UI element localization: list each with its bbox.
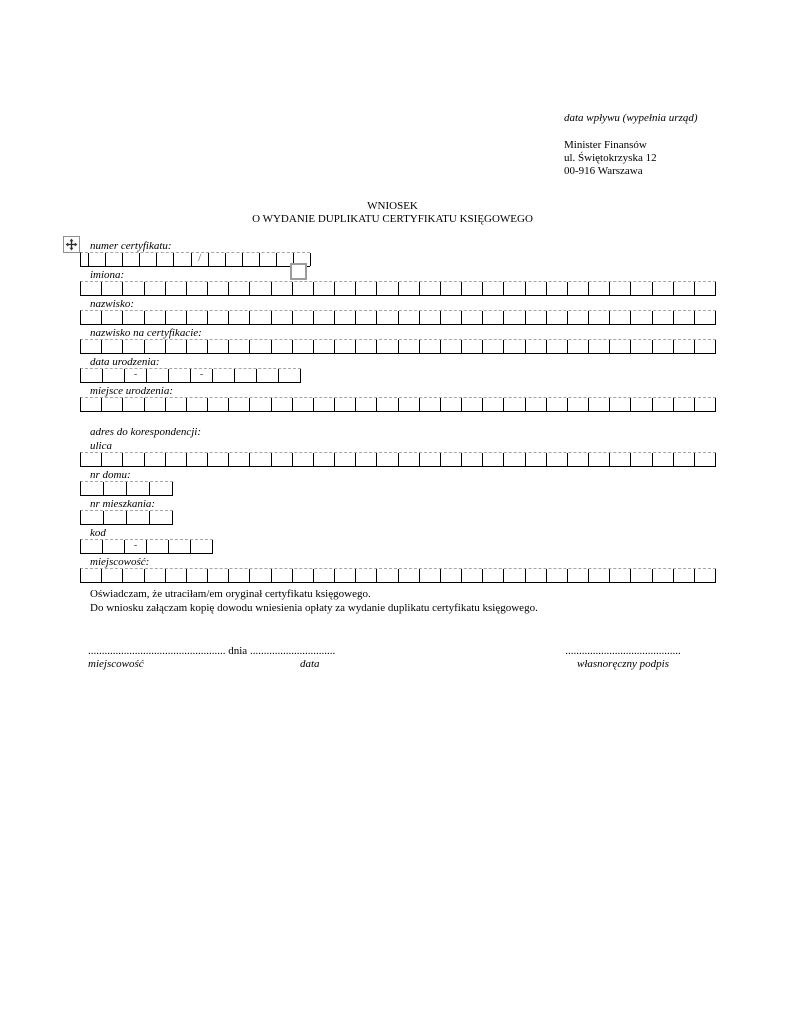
char-boxes-nr-mieszkania	[80, 510, 173, 525]
char-cell[interactable]	[631, 398, 652, 411]
char-cell[interactable]	[631, 453, 652, 466]
char-cell[interactable]	[250, 282, 271, 295]
char-cell[interactable]	[377, 453, 398, 466]
char-cell[interactable]	[631, 569, 652, 582]
char-cell[interactable]	[127, 482, 150, 495]
char-cell[interactable]	[441, 398, 462, 411]
char-cell[interactable]	[695, 340, 716, 353]
date-dots: ...............................	[249, 645, 336, 657]
char-cell[interactable]	[695, 311, 716, 324]
char-cell[interactable]	[547, 282, 568, 295]
char-cell[interactable]	[102, 311, 123, 324]
separator-cell: /	[192, 253, 209, 266]
char-cell[interactable]	[674, 569, 695, 582]
char-cell[interactable]	[250, 453, 271, 466]
char-boxes-nazwisko	[80, 310, 716, 325]
char-cell[interactable]	[314, 311, 335, 324]
char-cell[interactable]	[250, 340, 271, 353]
char-cell[interactable]	[504, 453, 525, 466]
char-cell[interactable]	[695, 569, 716, 582]
char-cell[interactable]	[293, 398, 314, 411]
char-cell[interactable]	[81, 482, 104, 495]
label-miejsce-urodzenia: miejsce urodzenia:	[90, 385, 173, 397]
addressee-block	[564, 139, 698, 178]
field-nr-mieszkania	[80, 498, 716, 525]
sign-label: własnoręczny podpis	[577, 658, 669, 670]
char-cell[interactable]	[483, 311, 504, 324]
char-cell[interactable]	[229, 311, 250, 324]
char-cell[interactable]	[123, 569, 144, 582]
char-cell[interactable]	[568, 282, 589, 295]
char-cell[interactable]	[174, 253, 191, 266]
char-cell[interactable]	[213, 369, 235, 382]
char-boxes-data-urodzenia	[80, 368, 301, 383]
char-cell[interactable]	[208, 453, 229, 466]
char-cell[interactable]	[631, 340, 652, 353]
char-cell[interactable]	[547, 398, 568, 411]
char-cell[interactable]	[547, 311, 568, 324]
char-cell[interactable]	[145, 569, 166, 582]
field-nazwisko	[80, 298, 716, 325]
char-cell[interactable]	[166, 282, 187, 295]
char-cell[interactable]	[526, 282, 547, 295]
table-move-handle-icon[interactable]	[63, 236, 80, 253]
char-cell[interactable]	[209, 253, 226, 266]
char-cell[interactable]	[314, 340, 335, 353]
char-boxes-ulica	[80, 452, 716, 467]
char-cell[interactable]	[145, 398, 166, 411]
char-cell[interactable]	[314, 282, 335, 295]
char-cell[interactable]	[420, 340, 441, 353]
char-cell[interactable]	[483, 282, 504, 295]
char-cell[interactable]	[526, 453, 547, 466]
char-cell[interactable]	[483, 453, 504, 466]
char-cell[interactable]	[166, 398, 187, 411]
char-cell[interactable]	[568, 453, 589, 466]
char-cell[interactable]	[102, 569, 123, 582]
label-nazwisko-na-certyfikacie: nazwisko na certyfikacie:	[90, 327, 202, 339]
stray-anchor-box	[290, 263, 307, 280]
char-cell[interactable]	[104, 482, 127, 495]
char-cell[interactable]	[208, 569, 229, 582]
char-cell[interactable]	[147, 540, 169, 553]
char-cell[interactable]	[483, 569, 504, 582]
char-cell[interactable]	[123, 282, 144, 295]
char-cell[interactable]	[356, 282, 377, 295]
char-cell[interactable]	[674, 398, 695, 411]
char-cell[interactable]	[399, 340, 420, 353]
char-cell[interactable]	[420, 282, 441, 295]
form-title-line2: O WYDANIE DUPLIKATU CERTYFIKATU KSIĘGOWEGO	[252, 213, 533, 225]
char-cell[interactable]	[81, 540, 103, 553]
char-cell[interactable]	[589, 282, 610, 295]
char-cell[interactable]	[526, 398, 547, 411]
separator-cell: -	[191, 369, 213, 382]
char-cell[interactable]	[547, 340, 568, 353]
char-cell[interactable]	[123, 253, 140, 266]
char-cell[interactable]	[104, 511, 127, 524]
char-cell[interactable]	[187, 311, 208, 324]
char-cell[interactable]	[257, 369, 279, 382]
char-cell[interactable]	[229, 282, 250, 295]
char-cell[interactable]	[314, 398, 335, 411]
char-cell[interactable]	[377, 569, 398, 582]
date-label: data	[300, 658, 320, 670]
char-cell[interactable]	[526, 569, 547, 582]
addressee-name: Minister Finansów	[564, 139, 647, 151]
char-cell[interactable]	[653, 282, 674, 295]
header-right-block	[564, 112, 698, 178]
char-cell[interactable]	[377, 398, 398, 411]
char-cell[interactable]	[145, 340, 166, 353]
char-boxes-nr-domu	[80, 481, 173, 496]
char-cell[interactable]	[568, 398, 589, 411]
place-dots: ..................................................	[88, 645, 226, 657]
char-cell[interactable]	[187, 569, 208, 582]
char-cell[interactable]	[462, 311, 483, 324]
char-boxes-numer-certyfikatu	[80, 252, 310, 267]
field-ulica	[80, 440, 716, 467]
char-cell[interactable]	[568, 569, 589, 582]
char-cell[interactable]	[504, 398, 525, 411]
char-cell[interactable]	[145, 282, 166, 295]
char-cell[interactable]	[504, 311, 525, 324]
char-cell[interactable]	[272, 398, 293, 411]
char-cell[interactable]	[187, 398, 208, 411]
char-cell[interactable]	[589, 453, 610, 466]
char-cell[interactable]	[631, 311, 652, 324]
addressee-street: ul. Świętokrzyska 12	[564, 152, 657, 164]
char-cell[interactable]	[356, 311, 377, 324]
char-cell[interactable]	[89, 253, 106, 266]
char-cell[interactable]	[653, 453, 674, 466]
place-date-labels	[88, 658, 335, 671]
label-nazwisko: nazwisko:	[90, 298, 134, 310]
char-cell[interactable]	[293, 340, 314, 353]
char-cell[interactable]	[187, 453, 208, 466]
char-cell[interactable]	[169, 369, 191, 382]
char-cell[interactable]	[123, 311, 144, 324]
char-cell[interactable]	[335, 311, 356, 324]
label-kod: kod	[90, 527, 106, 539]
separator-cell: -	[125, 369, 147, 382]
char-cell[interactable]	[399, 569, 420, 582]
date-received-note: data wpływu (wypełnia urząd)	[564, 112, 698, 124]
char-cell[interactable]	[260, 253, 277, 266]
separator-cell: -	[125, 540, 147, 553]
char-cell[interactable]	[610, 311, 631, 324]
declaration-line1: Oświadczam, że utraciłam/em oryginał certyfikatu księgowego.	[90, 588, 371, 600]
char-cell[interactable]	[356, 569, 377, 582]
char-cell[interactable]	[187, 340, 208, 353]
char-cell[interactable]	[399, 453, 420, 466]
char-cell[interactable]	[674, 453, 695, 466]
char-cell[interactable]	[399, 282, 420, 295]
form-title	[0, 200, 785, 226]
char-cell[interactable]	[272, 340, 293, 353]
char-cell[interactable]	[293, 282, 314, 295]
char-cell[interactable]	[102, 282, 123, 295]
label-miejscowosc: miejscowość:	[90, 556, 150, 568]
char-cell[interactable]	[102, 398, 123, 411]
char-cell[interactable]	[293, 453, 314, 466]
char-cell[interactable]	[187, 282, 208, 295]
char-cell[interactable]	[504, 340, 525, 353]
char-cell[interactable]	[103, 540, 125, 553]
signature-place-date	[88, 645, 335, 671]
char-cell[interactable]	[462, 453, 483, 466]
field-kod	[80, 527, 716, 554]
char-boxes-imiona	[80, 281, 716, 296]
char-cell[interactable]	[208, 282, 229, 295]
char-cell[interactable]	[653, 340, 674, 353]
char-cell[interactable]	[140, 253, 157, 266]
label-data-urodzenia: data urodzenia:	[90, 356, 160, 368]
char-cell[interactable]	[81, 398, 102, 411]
char-cell[interactable]	[314, 569, 335, 582]
char-boxes-miejscowosc	[80, 568, 716, 583]
char-cell[interactable]	[208, 311, 229, 324]
char-cell[interactable]	[695, 453, 716, 466]
char-boxes-nazwisko-na-certyfikacie	[80, 339, 716, 354]
char-cell[interactable]	[150, 511, 173, 524]
char-cell[interactable]	[377, 282, 398, 295]
char-cell[interactable]	[420, 569, 441, 582]
char-cell[interactable]	[102, 340, 123, 353]
char-cell[interactable]	[653, 398, 674, 411]
char-cell[interactable]	[399, 398, 420, 411]
char-cell[interactable]	[208, 398, 229, 411]
char-cell[interactable]	[166, 340, 187, 353]
char-cell[interactable]	[441, 569, 462, 582]
char-cell[interactable]	[462, 398, 483, 411]
char-cell[interactable]	[229, 340, 250, 353]
char-cell[interactable]	[272, 453, 293, 466]
char-cell[interactable]	[335, 282, 356, 295]
signature-sign-area	[558, 645, 688, 671]
char-cell[interactable]	[695, 282, 716, 295]
char-cell[interactable]	[631, 282, 652, 295]
char-cell[interactable]	[81, 453, 102, 466]
char-cell[interactable]	[420, 311, 441, 324]
field-miejscowosc	[80, 556, 716, 583]
char-cell[interactable]	[420, 453, 441, 466]
char-cell[interactable]	[147, 369, 169, 382]
char-cell[interactable]	[226, 253, 243, 266]
char-cell[interactable]	[127, 511, 150, 524]
char-cell[interactable]	[441, 282, 462, 295]
char-cell[interactable]	[150, 482, 173, 495]
char-cell[interactable]	[81, 569, 102, 582]
char-cell[interactable]	[483, 340, 504, 353]
char-cell[interactable]	[250, 398, 271, 411]
char-cell[interactable]	[235, 369, 257, 382]
char-cell[interactable]	[526, 311, 547, 324]
addressee-city: 00-916 Warszawa	[564, 165, 643, 177]
char-cell[interactable]	[272, 311, 293, 324]
char-cell[interactable]	[208, 340, 229, 353]
char-cell[interactable]	[106, 253, 123, 266]
char-cell[interactable]	[272, 282, 293, 295]
char-cell[interactable]	[568, 311, 589, 324]
field-nazwisko-na-certyfikacie	[80, 327, 716, 354]
char-cell[interactable]	[293, 311, 314, 324]
char-cell[interactable]	[229, 398, 250, 411]
char-cell[interactable]	[81, 369, 103, 382]
field-miejsce-urodzenia	[80, 385, 716, 412]
char-cell[interactable]	[272, 569, 293, 582]
dnia-label: dnia	[228, 645, 248, 657]
char-cell[interactable]	[169, 540, 191, 553]
char-cell[interactable]	[123, 398, 144, 411]
char-cell[interactable]	[81, 253, 89, 266]
char-cell[interactable]	[81, 511, 104, 524]
place-label: miejscowość	[88, 658, 144, 670]
char-cell[interactable]	[504, 282, 525, 295]
sign-dotted-line: ..........................................	[565, 645, 681, 657]
char-cell[interactable]	[356, 453, 377, 466]
char-cell[interactable]	[229, 569, 250, 582]
char-cell[interactable]	[123, 340, 144, 353]
char-cell[interactable]	[335, 340, 356, 353]
char-cell[interactable]	[102, 453, 123, 466]
char-cell[interactable]	[166, 569, 187, 582]
char-cell[interactable]	[191, 540, 213, 553]
char-cell[interactable]	[568, 340, 589, 353]
char-cell[interactable]	[610, 569, 631, 582]
char-cell[interactable]	[243, 253, 260, 266]
char-cell[interactable]	[462, 282, 483, 295]
char-cell[interactable]	[441, 340, 462, 353]
char-cell[interactable]	[674, 311, 695, 324]
char-cell[interactable]	[653, 569, 674, 582]
char-cell[interactable]	[81, 340, 102, 353]
form-table	[80, 238, 716, 583]
char-cell[interactable]	[145, 453, 166, 466]
char-cell[interactable]	[103, 369, 125, 382]
char-cell[interactable]	[483, 398, 504, 411]
char-cell[interactable]	[399, 311, 420, 324]
field-imiona	[80, 269, 716, 296]
char-cell[interactable]	[335, 398, 356, 411]
char-cell[interactable]	[335, 453, 356, 466]
char-cell[interactable]	[81, 282, 102, 295]
char-cell[interactable]	[674, 340, 695, 353]
field-data-urodzenia	[80, 356, 716, 383]
label-nr-mieszkania: nr mieszkania:	[90, 498, 156, 510]
char-cell[interactable]	[229, 453, 250, 466]
char-cell[interactable]	[250, 569, 271, 582]
char-cell[interactable]	[81, 311, 102, 324]
char-cell[interactable]	[695, 398, 716, 411]
char-cell[interactable]	[166, 453, 187, 466]
char-cell[interactable]	[653, 311, 674, 324]
label-numer-certyfikatu: numer certyfikatu:	[90, 240, 172, 252]
char-cell[interactable]	[157, 253, 174, 266]
char-cell[interactable]	[335, 569, 356, 582]
label-nr-domu: nr domu:	[90, 469, 131, 481]
declaration-text	[90, 587, 538, 615]
char-boxes-kod	[80, 539, 213, 554]
char-cell[interactable]	[462, 340, 483, 353]
char-cell[interactable]	[279, 369, 301, 382]
char-cell[interactable]	[377, 311, 398, 324]
form-title-line1: WNIOSEK	[367, 200, 418, 212]
char-cell[interactable]	[293, 569, 314, 582]
char-cell[interactable]	[356, 340, 377, 353]
label-ulica: ulica	[90, 440, 112, 452]
char-cell[interactable]	[145, 311, 166, 324]
section-label-adres-do-korespondencji: adres do korespondencji:	[90, 426, 201, 438]
char-cell[interactable]	[547, 453, 568, 466]
char-cell[interactable]	[462, 569, 483, 582]
char-cell[interactable]	[504, 569, 525, 582]
char-cell[interactable]	[610, 453, 631, 466]
char-cell[interactable]	[589, 398, 610, 411]
char-cell[interactable]	[314, 453, 335, 466]
char-boxes-miejsce-urodzenia	[80, 397, 716, 412]
char-cell[interactable]	[610, 340, 631, 353]
declaration-line2: Do wniosku załączam kopię dowodu wniesienia opłaty za wydanie duplikatu certyfikatu księgowego.	[90, 602, 538, 614]
field-numer-certyfikatu	[80, 240, 716, 267]
char-cell[interactable]	[526, 340, 547, 353]
char-cell[interactable]	[674, 282, 695, 295]
char-cell[interactable]	[420, 398, 441, 411]
char-cell[interactable]	[377, 340, 398, 353]
char-cell[interactable]	[610, 282, 631, 295]
char-cell[interactable]	[166, 311, 187, 324]
char-cell[interactable]	[356, 398, 377, 411]
place-date-dotted-line	[88, 645, 335, 658]
char-cell[interactable]	[123, 453, 144, 466]
char-cell[interactable]	[589, 340, 610, 353]
char-cell[interactable]	[589, 311, 610, 324]
char-cell[interactable]	[441, 311, 462, 324]
char-cell[interactable]	[589, 569, 610, 582]
char-cell[interactable]	[610, 398, 631, 411]
label-imiona: imiona:	[90, 269, 125, 281]
char-cell[interactable]	[441, 453, 462, 466]
char-cell[interactable]	[250, 311, 271, 324]
field-nr-domu	[80, 469, 716, 496]
char-cell[interactable]	[547, 569, 568, 582]
